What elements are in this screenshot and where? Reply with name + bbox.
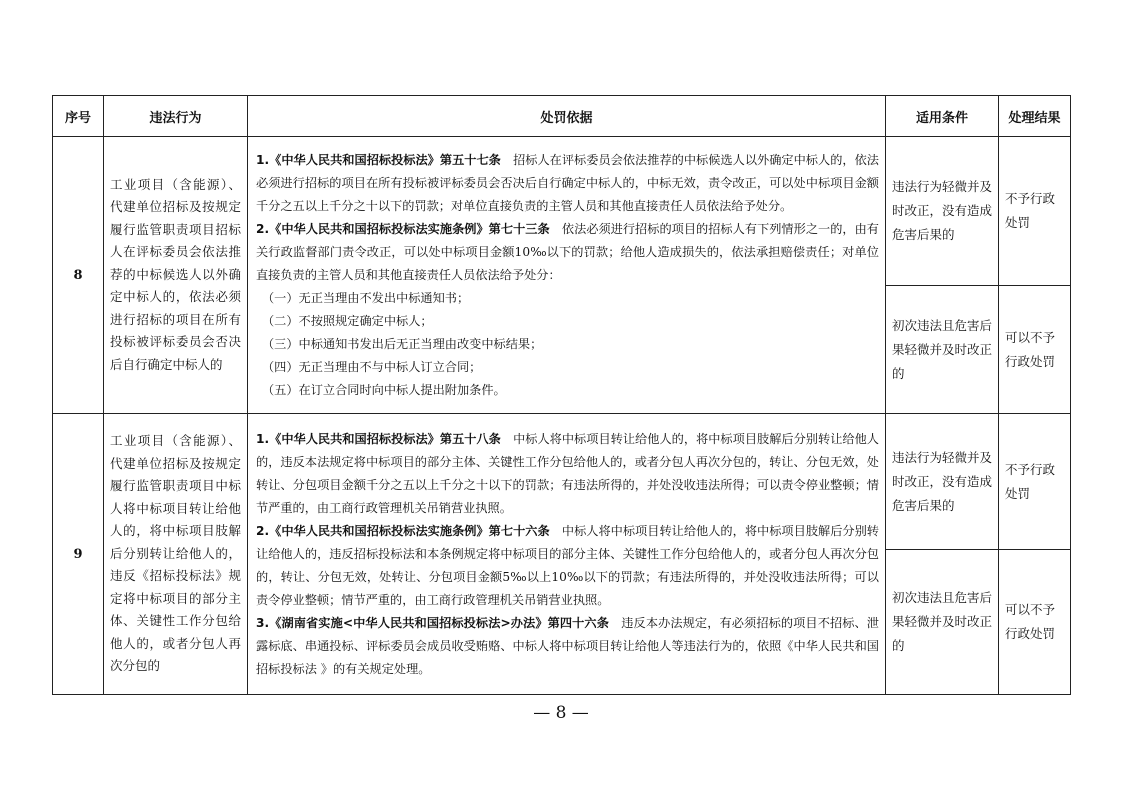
- list-item: （一）无正当理由不发出中标通知书；: [262, 290, 470, 305]
- clause-text: 中标人将中标项目转让给他人的，将中标项目肢解后分别转让给他人的，违反招标投标法和本条例规定将中标项目的部分主体、关键性工作分包给他人的，或者分包人再次分包的，转让、分包无效，处转让、分包项目金额5‰以上10‰以下的罚款；有违法所得的，并处没收违法所得；可以责令停业整顿；情节严重的，由工商行政管理机关吊销营业执照。: [256, 523, 879, 607]
- penalty-table: [52, 95, 1071, 695]
- clause-title: 2.《中华人民共和国招标投标法实施条例》第七十三条: [256, 221, 550, 236]
- table-row: [53, 414, 1071, 550]
- list-item: （四）无正当理由不与中标人订立合同；: [262, 359, 482, 374]
- header-condition: 适用条件: [886, 96, 999, 137]
- table-row: [53, 137, 1071, 286]
- table-header-row: [53, 96, 1071, 137]
- violation-text: 工业项目（含能源）、代建单位招标及按规定履行监管职责项目招标人在评标委员会依法推荐的中标候选人以外确定中标人的，依法必须进行招标的项目在所有投标被评标委员会否决后自行确定中标人的: [104, 137, 248, 414]
- list-item: （二）不按照规定确定中标人；: [262, 313, 433, 328]
- result-cell: 不予行政处罚: [999, 137, 1071, 286]
- header-basis: 处罚依据: [248, 96, 886, 137]
- row-number: 9: [53, 414, 104, 695]
- clause-text: 招标人在评标委员会依法推荐的中标候选人以外确定中标人的，依法必须进行招标的项目在所有投标被评标委员会否决后自行确定中标人的，中标无效，责令改正，可以处中标项目金额千分之五以上千分之十以下的罚款；对单位直接负责的主管人员和其他直接责任人员依法给予处分。: [256, 152, 879, 213]
- basis-clause: [256, 218, 879, 287]
- condition-cell: 初次违法且危害后果轻微并及时改正的: [886, 286, 999, 414]
- result-cell: 可以不予行政处罚: [999, 286, 1071, 414]
- list-item: （三）中标通知书发出后无正当理由改变中标结果；: [262, 336, 543, 351]
- clause-text: 违反本办法规定，有必须招标的项目不招标、泄露标底、串通投标、评标委员会成员收受贿赂、中标人将中标项目转让给他人等违法行为的，依照《中华人民共和国招标投标法 》的有关规定处理。: [256, 615, 879, 676]
- header-act: 违法行为: [104, 96, 248, 137]
- basis-clause: [256, 520, 879, 612]
- penalty-basis: [248, 137, 886, 414]
- basis-clause: [256, 149, 879, 218]
- violation-text: 工业项目（含能源）、代建单位招标及按规定履行监管职责项目中标人将中标项目转让给他人的，将中标项目肢解后分别转让给他人的，违反《招标投标法》规定将中标项目的部分主体、关键性工作分包给他人的，或者分包人再次分包的: [104, 414, 248, 695]
- list-item: （五）在订立合同时向中标人提出附加条件。: [262, 382, 506, 397]
- condition-cell: 初次违法且危害后果轻微并及时改正的: [886, 550, 999, 695]
- page-number: — 8 —: [533, 703, 589, 723]
- result-cell: 不予行政处罚: [999, 414, 1071, 550]
- header-num: 序号: [53, 96, 104, 137]
- clause-text: 中标人将中标项目转让给他人的，将中标项目肢解后分别转让给他人的，违反本法规定将中标项目的部分主体、关键性工作分包给他人的，或者分包人再次分包的，转让、分包无效，处转让、分包项目金额千分之五以上千分之十以下的罚款；有违法所得的，并处没收违法所得；可以责令停业整顿；情节严重的，由工商行政管理机关吊销营业执照。: [256, 431, 879, 515]
- clause-title: 3.《湖南省实施<中华人民共和国招标投标法>办法》第四十六条: [256, 615, 609, 630]
- clause-title: 1.《中华人民共和国招标投标法》第五十七条: [256, 152, 501, 167]
- row-number: 8: [53, 137, 104, 414]
- clause-text: 依法必须进行招标的项目的招标人有下列情形之一的，由有关行政监督部门责令改正，可以处中标项目金额10‰以下的罚款；给他人造成损失的，依法承担赔偿责任；对单位直接负责的主管人员和其他直接责任人员依法给予处分：: [256, 221, 879, 282]
- clause-title: 2.《中华人民共和国招标投标法实施条例》第七十六条: [256, 523, 550, 538]
- clause-title: 1.《中华人民共和国招标投标法》第五十八条: [256, 431, 501, 446]
- basis-clause: [256, 428, 879, 520]
- condition-cell: 违法行为轻微并及时改正，没有造成危害后果的: [886, 414, 999, 550]
- result-cell: 可以不予行政处罚: [999, 550, 1071, 695]
- basis-clause: [256, 612, 879, 681]
- penalty-basis: [248, 414, 886, 695]
- header-result: 处理结果: [999, 96, 1071, 137]
- condition-cell: 违法行为轻微并及时改正，没有造成危害后果的: [886, 137, 999, 286]
